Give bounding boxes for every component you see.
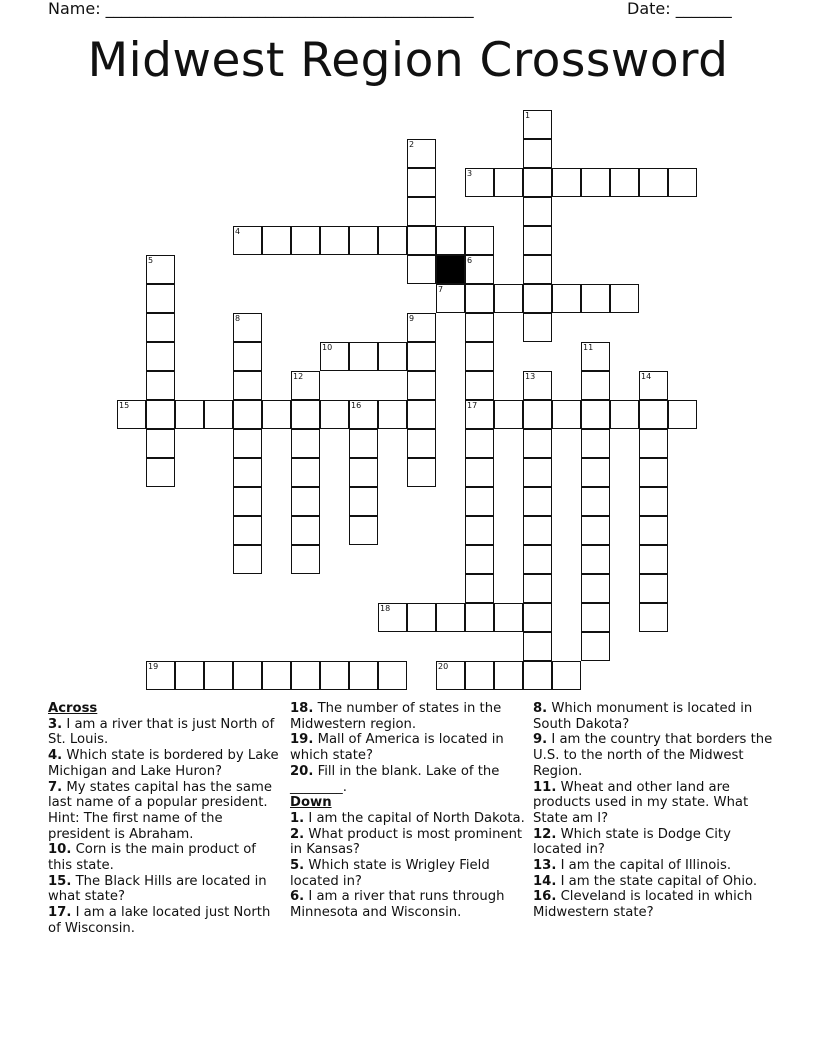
grid-cell[interactable]: [523, 545, 552, 574]
grid-cell[interactable]: [523, 516, 552, 545]
grid-cell[interactable]: [610, 284, 639, 313]
grid-cell[interactable]: [378, 400, 407, 429]
grid-cell[interactable]: [668, 168, 697, 197]
grid-cell[interactable]: [523, 255, 552, 284]
grid-cell[interactable]: [436, 226, 465, 255]
grid-cell[interactable]: [146, 255, 175, 284]
grid-cell[interactable]: [465, 255, 494, 284]
grid-cell[interactable]: [465, 574, 494, 603]
clue-across-19: 19. Mall of America is located in which state?: [290, 732, 504, 764]
grid-cell[interactable]: [465, 661, 494, 690]
clue-across-17: 17. I am a lake located just North of Wisconsin.: [48, 905, 271, 936]
clue-number: 2: [409, 140, 415, 149]
grid-cell[interactable]: [233, 342, 262, 371]
grid-cell[interactable]: [349, 661, 378, 690]
grid-cell[interactable]: [494, 400, 523, 429]
grid-cell[interactable]: [262, 400, 291, 429]
grid-cell[interactable]: [233, 400, 262, 429]
grid-cell[interactable]: [639, 400, 668, 429]
grid-cell[interactable]: [639, 429, 668, 458]
grid-cell[interactable]: [523, 487, 552, 516]
clue-down-5: 5. Which state is Wrigley Field located in?: [290, 858, 490, 889]
grid-cell[interactable]: [581, 632, 610, 661]
grid-cell[interactable]: [523, 603, 552, 632]
grid-cell[interactable]: [146, 342, 175, 371]
black-cell: [436, 255, 465, 284]
clue-number: 14: [641, 372, 652, 381]
grid-cell[interactable]: [378, 226, 407, 255]
grid-cell[interactable]: [581, 284, 610, 313]
clues-column-2: [290, 701, 526, 921]
across-heading: Across: [48, 701, 98, 716]
grid-cell[interactable]: [581, 458, 610, 487]
grid-cell[interactable]: [581, 371, 610, 400]
grid-cell[interactable]: [262, 661, 291, 690]
grid-cell[interactable]: [639, 371, 668, 400]
grid-cell[interactable]: [320, 342, 349, 371]
grid-cell[interactable]: [581, 400, 610, 429]
grid-cell[interactable]: [233, 313, 262, 342]
grid-cell[interactable]: [349, 516, 378, 545]
clue-number: 18: [380, 604, 391, 613]
clue-number: 17: [467, 401, 478, 410]
grid-cell[interactable]: [581, 168, 610, 197]
clue-number: 1: [525, 111, 531, 120]
clue-across-7: 7. My states capital has the same last name of a popular president. Hint: The first name of the president is Abraham.: [48, 779, 272, 842]
grid-cell[interactable]: [523, 429, 552, 458]
grid-cell[interactable]: [233, 545, 262, 574]
grid-cell[interactable]: [436, 284, 465, 313]
grid-cell[interactable]: [581, 487, 610, 516]
grid-cell[interactable]: [291, 661, 320, 690]
grid-cell[interactable]: [639, 516, 668, 545]
grid-cell[interactable]: [465, 342, 494, 371]
grid-cell[interactable]: [262, 226, 291, 255]
grid-cell[interactable]: [639, 487, 668, 516]
name-line[interactable]: Name: ______________________________________________: [48, 0, 474, 18]
grid-cell[interactable]: [407, 168, 436, 197]
grid-cell[interactable]: [523, 458, 552, 487]
grid-cell[interactable]: [523, 661, 552, 690]
grid-cell[interactable]: [523, 197, 552, 226]
grid-cell[interactable]: [349, 487, 378, 516]
grid-cell[interactable]: [523, 139, 552, 168]
grid-cell[interactable]: [407, 197, 436, 226]
grid-cell[interactable]: [349, 342, 378, 371]
grid-cell[interactable]: [639, 545, 668, 574]
clue-number: 19: [148, 662, 159, 671]
grid-cell[interactable]: [465, 226, 494, 255]
grid-cell[interactable]: [465, 458, 494, 487]
grid-cell[interactable]: [581, 429, 610, 458]
grid-cell[interactable]: [407, 429, 436, 458]
clues-column-3: [533, 701, 773, 921]
page-title: Midwest Region Crossword: [87, 33, 729, 88]
clue-down-14: 14. I am the state capital of Ohio.: [533, 873, 758, 889]
grid-cell[interactable]: [639, 574, 668, 603]
grid-cell[interactable]: [494, 168, 523, 197]
grid-cell[interactable]: [610, 168, 639, 197]
clue-number: 9: [409, 314, 415, 323]
grid-cell[interactable]: [407, 603, 436, 632]
grid-cell[interactable]: [204, 661, 233, 690]
grid-cell[interactable]: [175, 400, 204, 429]
grid-cell[interactable]: [320, 226, 349, 255]
grid-cell[interactable]: [175, 661, 204, 690]
grid-cell[interactable]: [146, 458, 175, 487]
clue-across-3: 3. I am a river that is just North of St. Louis.: [48, 716, 275, 748]
grid-cell[interactable]: [552, 284, 581, 313]
clue-number: 20: [438, 662, 449, 671]
grid-cell[interactable]: [494, 603, 523, 632]
grid-cell[interactable]: [523, 284, 552, 313]
grid-cell[interactable]: [407, 226, 436, 255]
grid-cell[interactable]: [233, 458, 262, 487]
clue-down-16: 16. Cleveland is located in which Midwestern state?: [533, 889, 753, 921]
clue-down-6: 6. I am a river that runs through Minnesota and Wisconsin.: [290, 889, 505, 921]
grid-cell[interactable]: [639, 168, 668, 197]
grid-cell[interactable]: [291, 429, 320, 458]
clue-across-18: 18. The number of states in the Midwestern region.: [290, 701, 502, 732]
clue-number: 10: [322, 343, 333, 352]
grid-cell[interactable]: [523, 632, 552, 661]
clue-down-2: 2. What product is most prominent in Kansas?: [290, 826, 523, 858]
grid-cell[interactable]: [233, 226, 262, 255]
grid-cell[interactable]: [639, 458, 668, 487]
grid-cell[interactable]: [378, 342, 407, 371]
grid-cell[interactable]: [407, 255, 436, 284]
grid-cell[interactable]: [407, 313, 436, 342]
clue-number: 12: [293, 372, 304, 381]
grid-cell[interactable]: [378, 603, 407, 632]
grid-cell[interactable]: [291, 371, 320, 400]
grid-cell[interactable]: [465, 487, 494, 516]
clue-down-13: 13. I am the capital of Illinois.: [533, 858, 732, 874]
clue-number: 4: [235, 227, 241, 236]
grid-cell[interactable]: [436, 603, 465, 632]
grid-cell[interactable]: [146, 371, 175, 400]
grid-cell[interactable]: [407, 139, 436, 168]
grid-cell[interactable]: [349, 226, 378, 255]
grid-cell[interactable]: [204, 400, 233, 429]
grid-cell[interactable]: [465, 284, 494, 313]
clue-number: 11: [583, 343, 594, 352]
down-heading: Down: [290, 795, 332, 811]
clue-down-9: 9. I am the country that borders the U.S. to the north of the Midwest Region.: [533, 732, 773, 779]
grid-cell[interactable]: [581, 342, 610, 371]
grid-cell[interactable]: [146, 284, 175, 313]
grid-cell[interactable]: [465, 168, 494, 197]
grid-cell[interactable]: [465, 371, 494, 400]
grid-cell[interactable]: [465, 429, 494, 458]
grid-cell[interactable]: [581, 545, 610, 574]
grid-cell[interactable]: [407, 458, 436, 487]
clue-across-10: 10. Corn is the main product of this state.: [48, 842, 256, 874]
grid-cell[interactable]: [233, 371, 262, 400]
grid-cell[interactable]: [523, 313, 552, 342]
grid-cell[interactable]: [523, 168, 552, 197]
grid-cell[interactable]: [465, 516, 494, 545]
grid-cell[interactable]: [523, 400, 552, 429]
clue-number: 7: [438, 285, 444, 294]
grid-cell[interactable]: [523, 574, 552, 603]
grid-cell[interactable]: [320, 400, 349, 429]
grid-cell[interactable]: [639, 603, 668, 632]
clue-number: 15: [119, 401, 130, 410]
grid-cell[interactable]: [407, 400, 436, 429]
grid-cell[interactable]: [349, 458, 378, 487]
clue-across-15: 15. The Black Hills are located in what state?: [48, 873, 267, 905]
grid-cell[interactable]: [668, 400, 697, 429]
grid-cell[interactable]: [407, 342, 436, 371]
grid-cell[interactable]: [233, 487, 262, 516]
clue-down-12: 12. Which state is Dodge City located in?: [533, 826, 731, 858]
grid-cell[interactable]: [291, 545, 320, 574]
clue-number: 5: [148, 256, 154, 265]
grid-cell[interactable]: [291, 516, 320, 545]
grid-cell[interactable]: [291, 400, 320, 429]
grid-cell[interactable]: [436, 661, 465, 690]
grid-cell[interactable]: [552, 168, 581, 197]
clue-across-4: 4. Which state is bordered by Lake Michigan and Lake Huron?: [48, 748, 279, 779]
clue-across-20: 20. Fill in the blank. Lake of the ________.: [290, 763, 500, 795]
grid-cell[interactable]: [465, 545, 494, 574]
clue-number: 3: [467, 169, 473, 178]
clue-number: 13: [525, 372, 536, 381]
grid-cell[interactable]: [523, 226, 552, 255]
grid-cell[interactable]: [291, 226, 320, 255]
clue-number: 6: [467, 256, 473, 265]
clue-down-1: 1. I am the capital of North Dakota.: [290, 810, 525, 826]
grid-cell[interactable]: [320, 661, 349, 690]
grid-cell[interactable]: [233, 661, 262, 690]
clue-down-11: 11. Wheat and other land are products used in my state. What State am I?: [533, 779, 749, 826]
grid-cell[interactable]: [407, 371, 436, 400]
clue-down-8: 8. Which monument is located in South Dakota?: [533, 701, 753, 732]
clues-column-1: [48, 701, 283, 937]
grid-cell[interactable]: [494, 661, 523, 690]
grid-cell[interactable]: [465, 400, 494, 429]
clue-number: 16: [351, 401, 362, 410]
grid-cell[interactable]: [581, 516, 610, 545]
grid-cell[interactable]: [233, 516, 262, 545]
grid-cell[interactable]: [552, 400, 581, 429]
grid-cell[interactable]: [465, 313, 494, 342]
grid-cell[interactable]: [552, 661, 581, 690]
grid-cell[interactable]: [610, 400, 639, 429]
grid-cell[interactable]: [117, 400, 146, 429]
grid-cell[interactable]: [291, 487, 320, 516]
grid-cell[interactable]: [581, 574, 610, 603]
grid-cell[interactable]: [146, 400, 175, 429]
grid-cell[interactable]: [523, 371, 552, 400]
grid-cell[interactable]: [233, 429, 262, 458]
grid-cell[interactable]: [146, 313, 175, 342]
grid-cell[interactable]: [523, 110, 552, 139]
grid-cell[interactable]: [465, 603, 494, 632]
date-line[interactable]: Date: _______: [627, 0, 732, 18]
grid-cell[interactable]: [349, 400, 378, 429]
grid-cell[interactable]: [349, 429, 378, 458]
grid-cell[interactable]: [146, 429, 175, 458]
clue-number: 8: [235, 314, 241, 323]
grid-cell[interactable]: [291, 458, 320, 487]
grid-cell[interactable]: [581, 603, 610, 632]
grid-cell[interactable]: [378, 661, 407, 690]
grid-cell[interactable]: [146, 661, 175, 690]
grid-cell[interactable]: [494, 284, 523, 313]
